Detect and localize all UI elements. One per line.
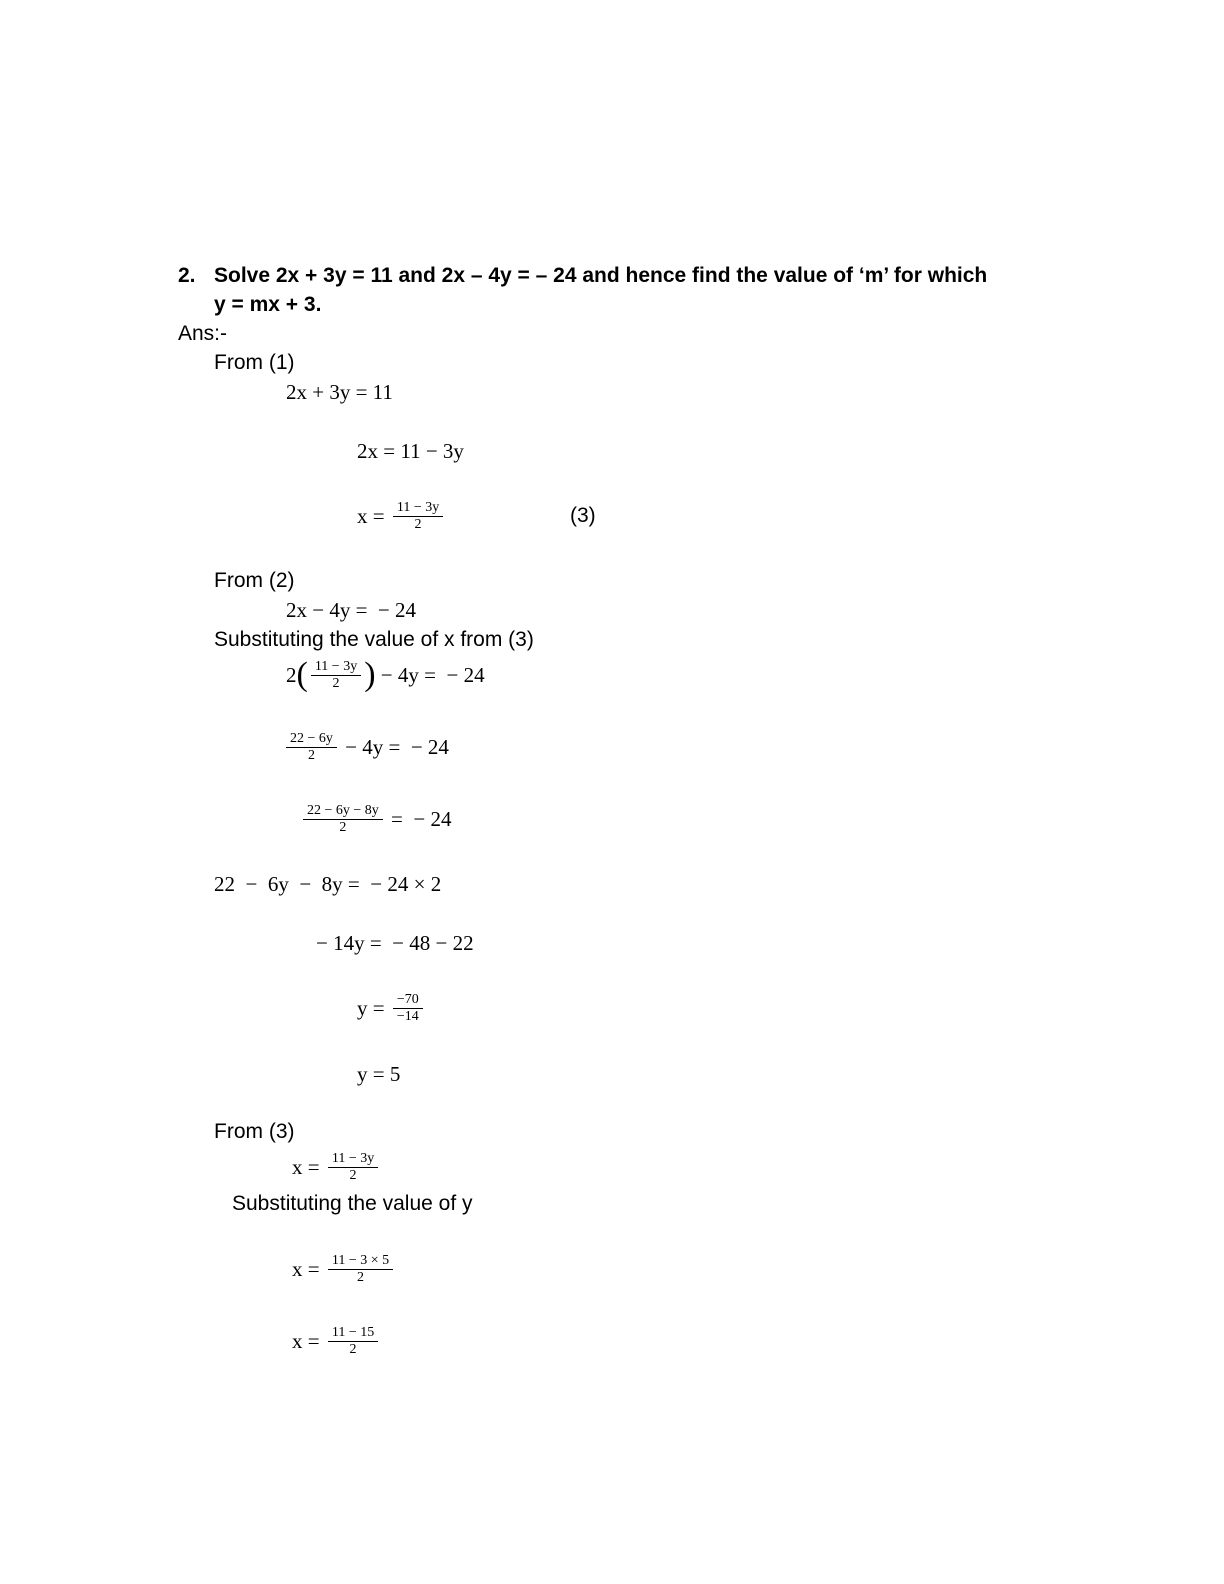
question-number: 2. (178, 264, 196, 287)
numerator: 11 − 15 (328, 1325, 378, 1342)
eq13-lhs: x = (292, 1256, 325, 1281)
eq5-coefficient: 2 (286, 662, 297, 687)
denominator: −14 (396, 1008, 419, 1024)
numerator: 11 − 3 × 5 (328, 1253, 393, 1270)
fraction (311, 659, 361, 692)
eq10-lhs: y = (357, 995, 390, 1020)
substitution-note-1: Substituting the value of x from (3) (214, 628, 534, 651)
right-paren: ) (364, 656, 376, 693)
equation-11: y = 5 (357, 1061, 401, 1086)
numerator: 22 − 6y − 8y (303, 803, 383, 820)
eq5-rest: − 4y = − 24 (375, 662, 485, 687)
equation-3 (357, 496, 446, 536)
numerator: 11 − 3y (328, 1151, 378, 1168)
equation-5 (286, 655, 485, 695)
eq14-lhs: x = (292, 1328, 325, 1353)
substitution-note-2: Substituting the value of y (232, 1192, 473, 1215)
question-text-line2: y = mx + 3. (214, 293, 322, 316)
equation-tag-3: (3) (570, 504, 596, 527)
numerator: 11 − 3y (393, 500, 443, 517)
denominator: 2 (332, 675, 340, 691)
equation-6 (283, 727, 449, 767)
fraction (328, 1151, 378, 1184)
fraction (303, 803, 383, 836)
equation-4: 2x − 4y = − 24 (286, 597, 417, 622)
from-2-label: From (2) (214, 569, 295, 592)
numerator: 11 − 3y (311, 659, 361, 676)
fraction (393, 992, 423, 1025)
fraction (286, 731, 337, 764)
fraction (393, 500, 443, 533)
question-text-line1: Solve 2x + 3y = 11 and 2x – 4y = – 24 and hence find the value of ‘m’ for which (214, 264, 988, 287)
equation-14 (292, 1321, 381, 1361)
denominator: 2 (356, 1269, 364, 1285)
eq12-lhs: x = (292, 1154, 325, 1179)
denominator: 2 (414, 516, 422, 532)
from-3-label: From (3) (214, 1120, 295, 1143)
equation-13 (292, 1249, 396, 1289)
from-1-label: From (1) (214, 351, 295, 374)
equation-2: 2x = 11 − 3y (357, 438, 464, 463)
equation-8: 22 − 6y − 8y = − 24 × 2 (214, 871, 442, 896)
equation-12 (292, 1147, 381, 1187)
denominator: 2 (349, 1341, 357, 1357)
denominator: 2 (307, 747, 315, 763)
equation-9: − 14y = − 48 − 22 (316, 930, 474, 955)
answer-label: Ans:- (178, 322, 228, 345)
numerator: −70 (393, 992, 423, 1009)
equation-7 (300, 799, 451, 839)
denominator: 2 (339, 819, 347, 835)
numerator: 22 − 6y (286, 731, 337, 748)
fraction (328, 1325, 378, 1358)
denominator: 2 (349, 1167, 357, 1183)
equation-1: 2x + 3y = 11 (286, 379, 393, 404)
eq3-lhs: x = (357, 503, 390, 528)
equation-10 (357, 988, 426, 1028)
left-paren: ( (296, 656, 308, 693)
eq7-rest: = − 24 (385, 806, 452, 831)
eq6-rest: − 4y = − 24 (339, 734, 449, 759)
fraction (328, 1253, 393, 1286)
